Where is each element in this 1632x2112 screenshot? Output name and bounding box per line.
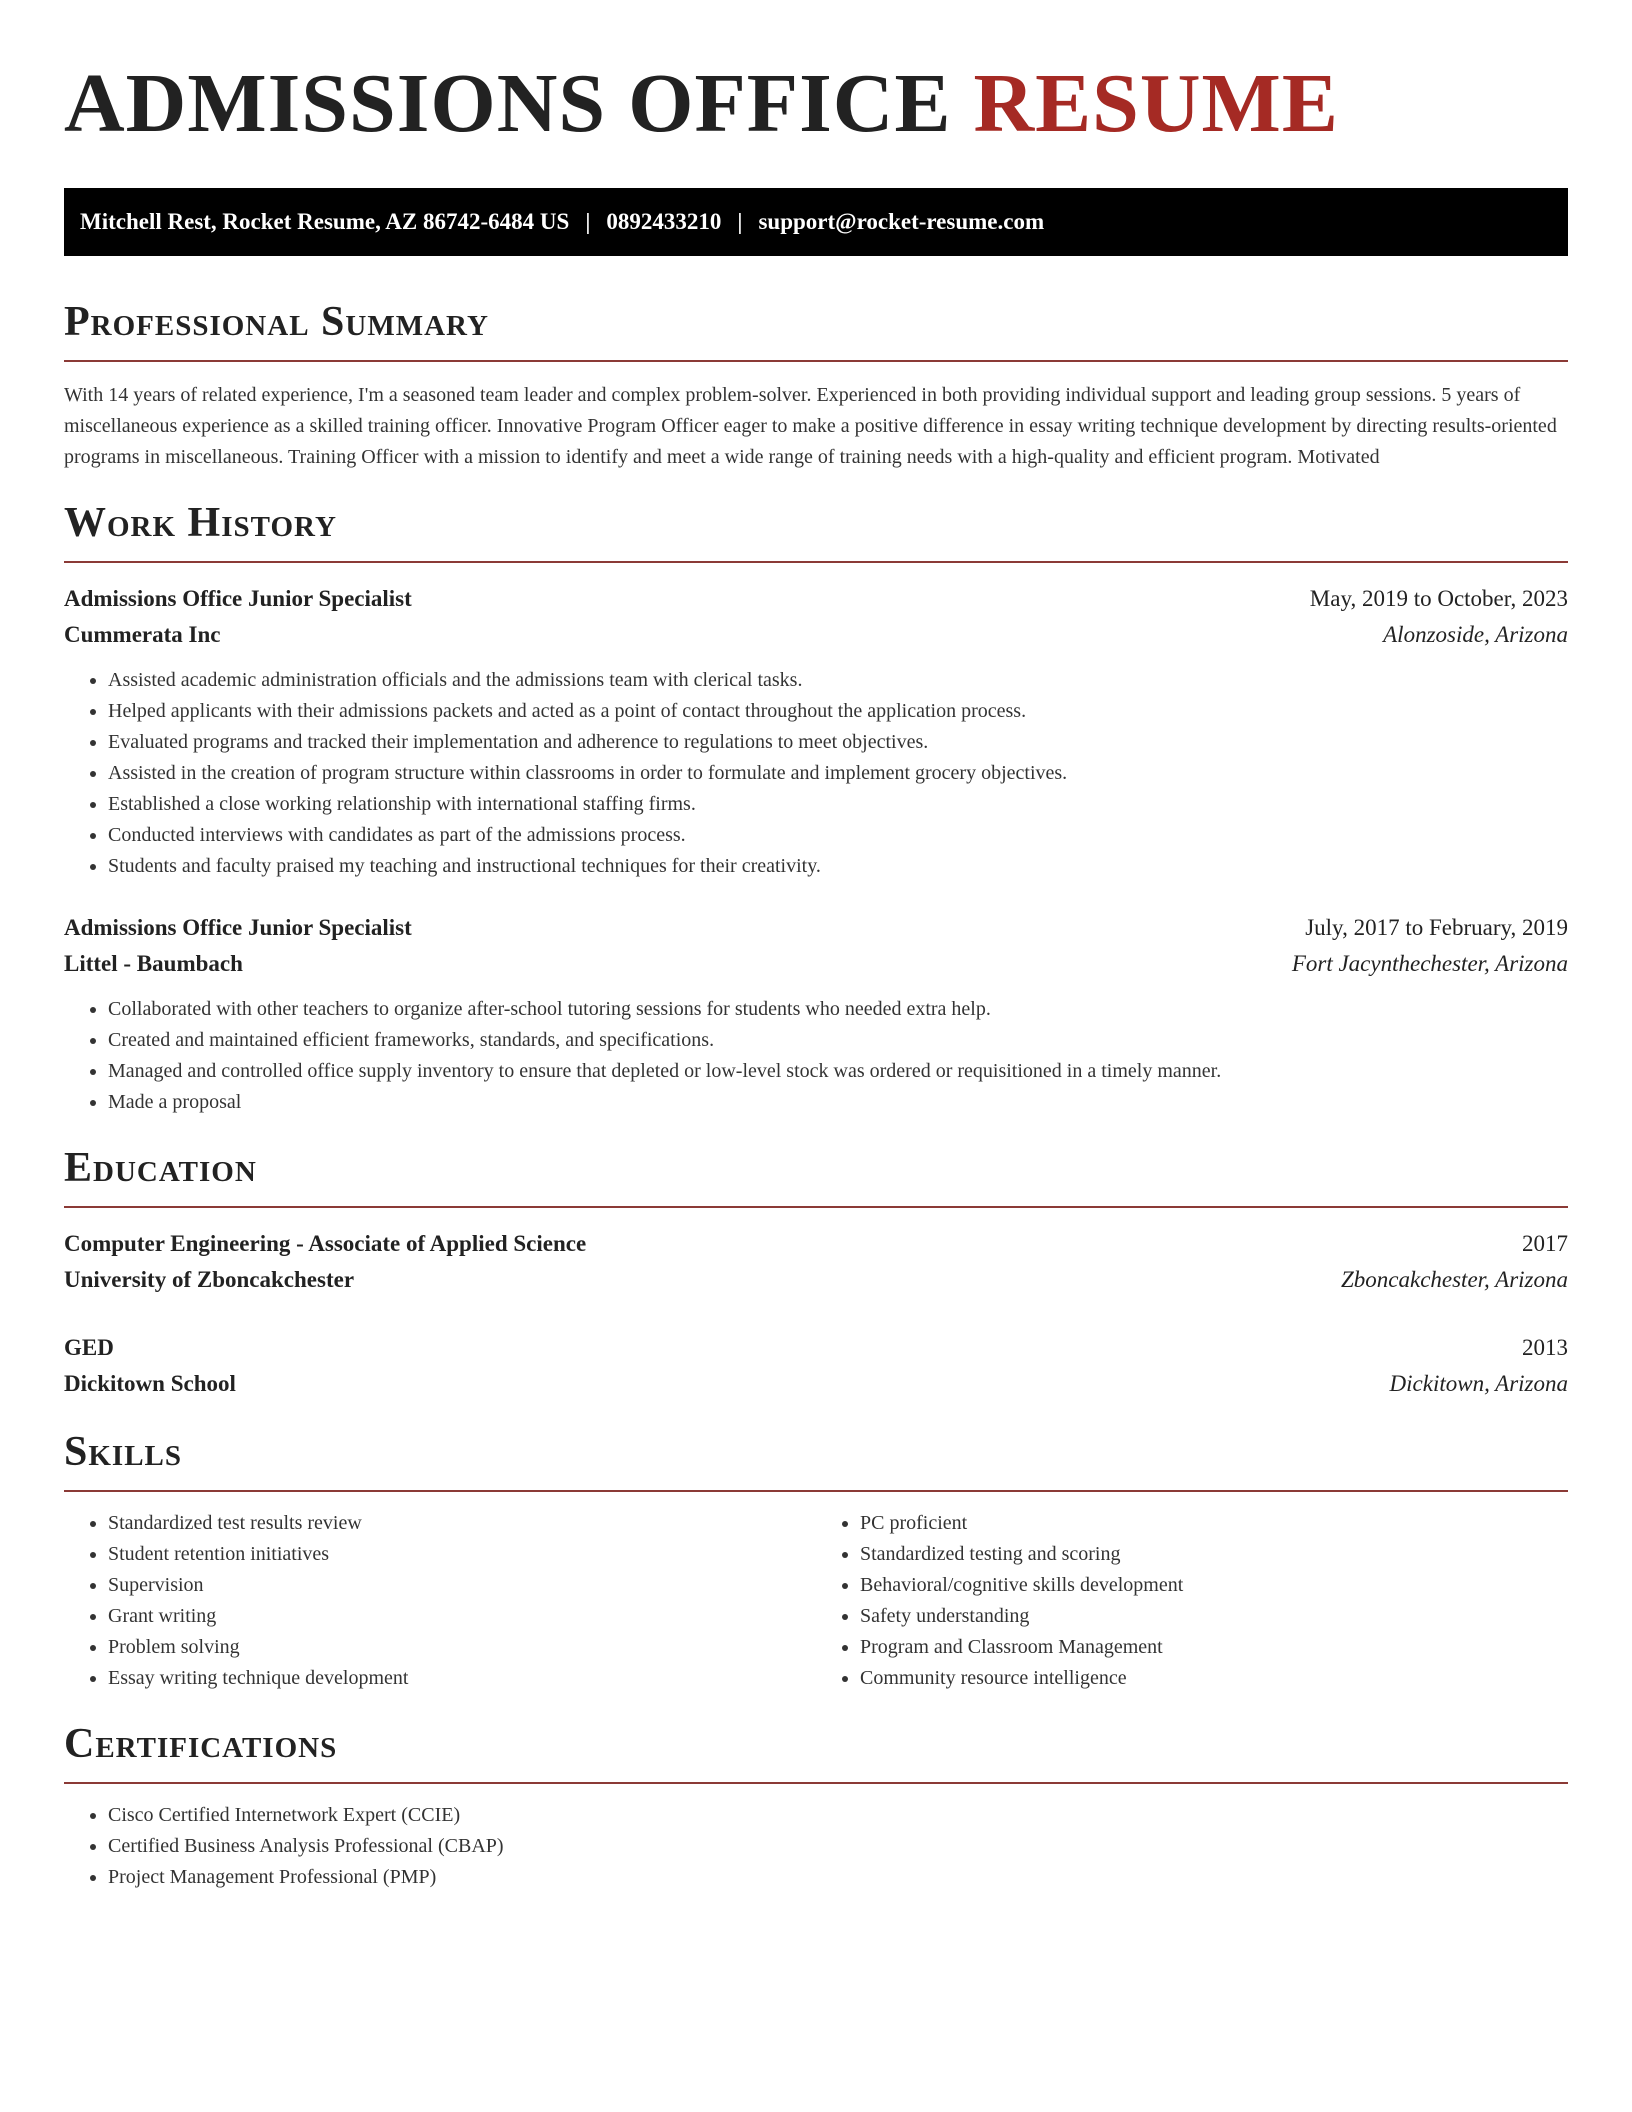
job-dates: May, 2019 to October, 2023 (1309, 586, 1568, 611)
education-heading: Education (64, 1145, 257, 1191)
skill-item: • Essay writing technique development (108, 1663, 816, 1694)
summary-text: With 14 years of related experience, I'm a seasoned team leader and complex problem-solver. Experienced in both providing individual support and leading group sessions. 5 years of miscellaneous experience as a skilled training officer. Innovative Program Officer eager to make a positive difference in essay writing technique development by directing results-oriented programs in miscellaneous. Training Officer with a mission to identify and meet a wide range of training needs with a high-quality and efficient program. Motivated (64, 384, 1557, 468)
education-school: University of Zboncakchester (64, 1267, 355, 1292)
job-header-row (64, 910, 1568, 946)
job-company: Cummerata Inc (64, 622, 221, 647)
skill-item: • Community resource intelligence (860, 1663, 1568, 1694)
skills-list-right (816, 1508, 1568, 1694)
section-divider (64, 561, 1568, 563)
section-divider (64, 1490, 1568, 1492)
skills-section (64, 1428, 1568, 1694)
section-divider (64, 1206, 1568, 1208)
job-location: Fort Jacynthechester, Arizona (1291, 951, 1568, 976)
skill-item: • Grant writing (108, 1601, 816, 1632)
skill-item: • Supervision (108, 1570, 816, 1601)
contact-bar (64, 188, 1568, 256)
job-bullets (64, 994, 1568, 1118)
education-degree: GED (64, 1335, 114, 1360)
job-header-row (64, 581, 1568, 617)
education-year: 2017 (1522, 1231, 1568, 1256)
education-school-row (64, 1366, 1568, 1402)
job-dates: July, 2017 to February, 2019 (1305, 915, 1568, 940)
job-bullet: • Made a proposal (108, 1087, 1568, 1118)
summary-heading: Professional Summary (64, 299, 489, 345)
job-company-row (64, 617, 1568, 653)
education-section (64, 1144, 1568, 1402)
skill-item: • Problem solving (108, 1632, 816, 1663)
contact-separator: | (737, 209, 743, 234)
job-bullet: • Managed and controlled office supply inventory to ensure that depleted or low-level stock was ordered or requisitioned in a timely manner. (108, 1056, 1568, 1087)
summary-section (64, 298, 1568, 473)
skills-grid (64, 1508, 1568, 1694)
education-entry (64, 1330, 1568, 1402)
skill-item: • Standardized testing and scoring (860, 1539, 1568, 1570)
resume-title-accent: RESUME (973, 57, 1339, 150)
skill-item: • Student retention initiatives (108, 1539, 816, 1570)
section-divider (64, 360, 1568, 362)
job-bullet: • Evaluated programs and tracked their implementation and adherence to regulations to meet objectives. (108, 727, 1568, 758)
skill-item: • PC proficient (860, 1508, 1568, 1539)
job-bullet: • Assisted academic administration officials and the admissions team with clerical tasks. (108, 665, 1568, 696)
job-title: Admissions Office Junior Specialist (64, 915, 412, 940)
work-history-heading: Work History (64, 500, 337, 546)
work-history-section (64, 499, 1568, 1118)
certification-item: • Cisco Certified Internetwork Expert (CCIE) (108, 1800, 1568, 1831)
resume-title-main: ADMISSIONS OFFICE (64, 57, 952, 150)
job-bullet: • Students and faculty praised my teaching and instructional techniques for their creativity. (108, 851, 1568, 882)
job-title: Admissions Office Junior Specialist (64, 586, 412, 611)
certifications-list (64, 1800, 1568, 1893)
contact-address: Mitchell Rest, Rocket Resume, AZ 86742-6484 US (80, 209, 570, 234)
certification-item: • Certified Business Analysis Professional (CBAP) (108, 1831, 1568, 1862)
certification-item: • Project Management Professional (PMP) (108, 1862, 1568, 1893)
job-bullet: • Created and maintained efficient frameworks, standards, and specifications. (108, 1025, 1568, 1056)
resume-title (64, 56, 1568, 152)
education-school: Dickitown School (64, 1371, 236, 1396)
job-bullet: • Established a close working relationship with international staffing firms. (108, 789, 1568, 820)
education-degree: Computer Engineering - Associate of Applied Science (64, 1231, 587, 1256)
education-location: Zboncakchester, Arizona (1340, 1267, 1568, 1292)
job-bullets (64, 665, 1568, 882)
job-bullet: • Collaborated with other teachers to organize after-school tutoring sessions for students who needed extra help. (108, 994, 1568, 1025)
certifications-heading: Certifications (64, 1721, 338, 1767)
education-location: Dickitown, Arizona (1389, 1371, 1568, 1396)
education-school-row (64, 1262, 1568, 1298)
contact-email: support@rocket-resume.com (758, 209, 1045, 234)
job-bullet: • Conducted interviews with candidates as part of the admissions process. (108, 820, 1568, 851)
certifications-section (64, 1720, 1568, 1893)
skills-list-left (64, 1508, 816, 1694)
skill-item: • Program and Classroom Management (860, 1632, 1568, 1663)
job-entry (64, 581, 1568, 882)
job-bullet: • Assisted in the creation of program structure within classrooms in order to formulate and implement grocery objectives. (108, 758, 1568, 789)
job-entry (64, 910, 1568, 1118)
skill-item: • Standardized test results review (108, 1508, 816, 1539)
job-company: Littel - Baumbach (64, 951, 243, 976)
job-company-row (64, 946, 1568, 982)
education-degree-row (64, 1330, 1568, 1366)
skill-item: • Behavioral/cognitive skills development (860, 1570, 1568, 1601)
job-location: Alonzoside, Arizona (1383, 622, 1568, 647)
skills-heading: Skills (64, 1429, 183, 1475)
contact-separator: | (585, 209, 591, 234)
education-entry (64, 1226, 1568, 1298)
education-degree-row (64, 1226, 1568, 1262)
job-bullet: • Helped applicants with their admissions packets and acted as a point of contact throughout the application process. (108, 696, 1568, 727)
education-year: 2013 (1522, 1335, 1568, 1360)
contact-phone: 0892433210 (606, 209, 722, 234)
skill-item: • Safety understanding (860, 1601, 1568, 1632)
section-divider (64, 1782, 1568, 1784)
